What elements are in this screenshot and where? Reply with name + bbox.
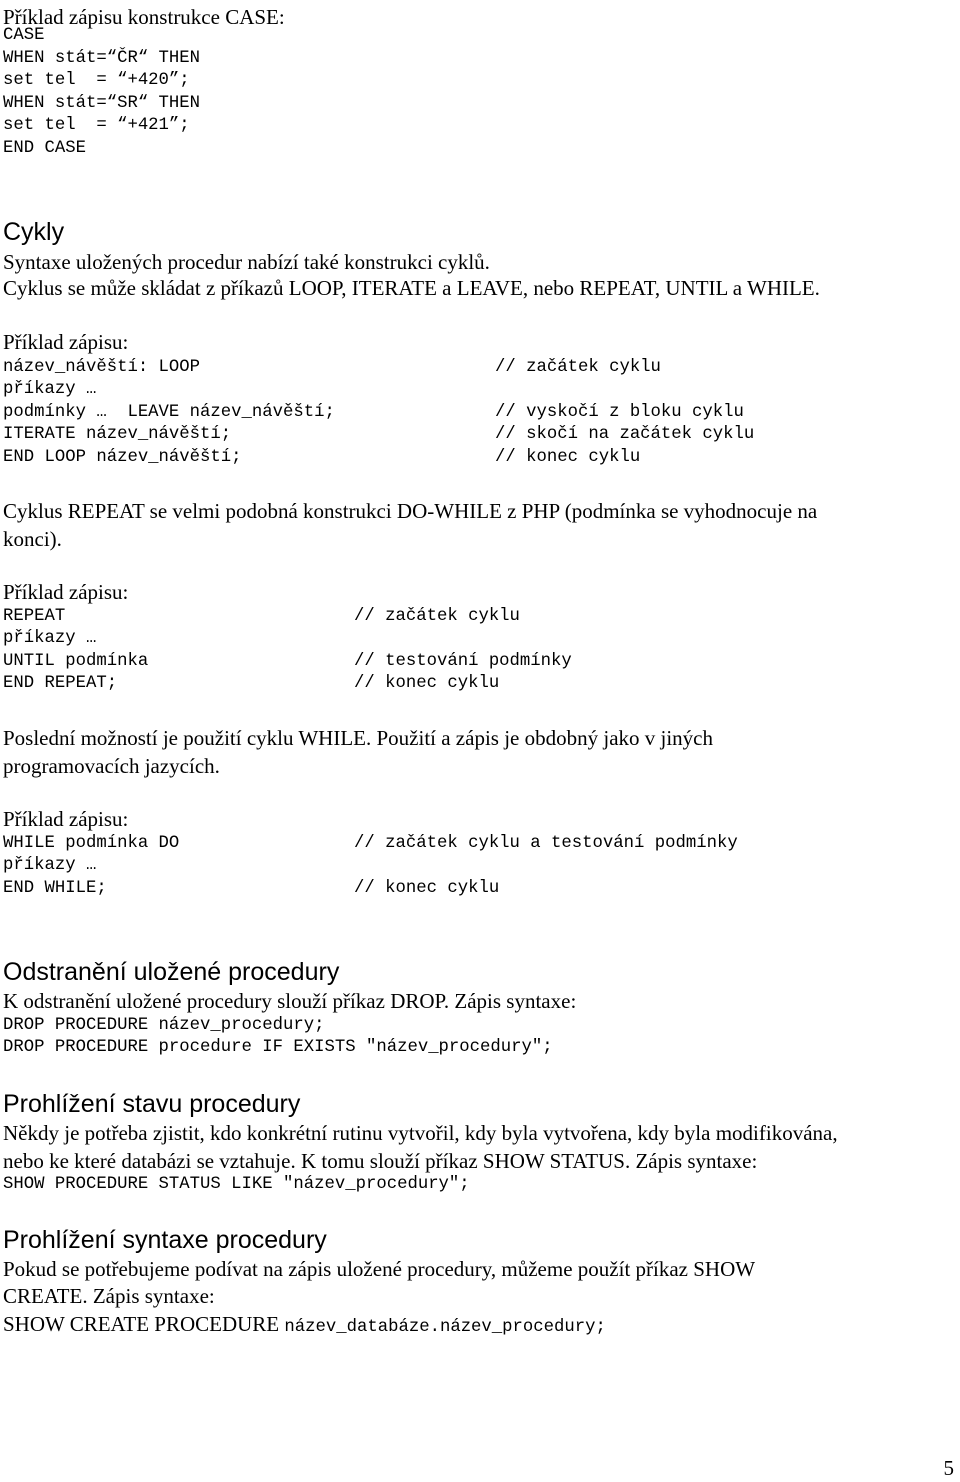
paragraph: CREATE. Zápis syntaxe: (3, 1284, 215, 1308)
code-line: WHEN stát=“SR“ THEN (3, 94, 201, 113)
syntax-line (3, 1310, 606, 1340)
page-number: 5 (943, 1456, 954, 1480)
code-line: DROP PROCEDURE název_procedury; (3, 1016, 325, 1035)
section-heading-status: Prohlížení stavu procedury (3, 1090, 301, 1118)
code-line: příkazy … (3, 629, 97, 648)
code-line: END LOOP název_návěští; (3, 448, 242, 467)
code-comment: // vyskočí z bloku cyklu (495, 403, 744, 422)
code-line: příkazy … (3, 856, 97, 875)
paragraph: Cyklus se může skládat z příkazů LOOP, ITERATE a LEAVE, nebo REPEAT, UNTIL a WHILE. (3, 276, 820, 300)
paragraph: Cyklus REPEAT se velmi podobná konstrukci DO-WHILE z PHP (podmínka se vyhodnocuje na (3, 499, 818, 523)
code-comment: // testování podmínky (354, 652, 572, 671)
code-line: podmínky … LEAVE název_návěští; (3, 403, 335, 422)
paragraph: Poslední možností je použití cyklu WHILE. Použití a zápis je obdobný jako v jiných (3, 726, 714, 750)
code-comment: // skočí na začátek cyklu (495, 425, 755, 444)
code-line: set tel = “+420”; (3, 71, 190, 90)
code-comment: // začátek cyklu (495, 358, 661, 377)
case-example-title: Příklad zápisu konstrukce CASE: (3, 5, 285, 29)
code-line: DROP PROCEDURE procedure IF EXISTS "název_procedury"; (3, 1038, 553, 1057)
code-line: REPEAT (3, 607, 66, 626)
example-label: Příklad zápisu: (3, 807, 129, 831)
code-line: WHILE podmínka DO (3, 834, 180, 853)
code-line: název_návěští: LOOP (3, 358, 201, 377)
section-heading-drop: Odstranění uložené procedury (3, 958, 340, 986)
example-label: Příklad zápisu: (3, 330, 129, 354)
paragraph: Syntaxe uložených procedur nabízí také konstrukci cyklů. (3, 250, 490, 274)
example-label: Příklad zápisu: (3, 580, 129, 604)
code-comment: // začátek cyklu a testování podmínky (354, 834, 738, 853)
code-line: END WHILE; (3, 879, 107, 898)
code-line: příkazy … (3, 380, 97, 399)
code-line: set tel = “+421”; (3, 116, 190, 135)
code-comment: // začátek cyklu (354, 607, 520, 626)
paragraph: nebo ke které databázi se vztahuje. K tomu slouží příkaz SHOW STATUS. Zápis syntaxe: (3, 1149, 758, 1173)
code-comment: // konec cyklu (354, 674, 500, 693)
section-heading-cycles: Cykly (3, 218, 65, 246)
paragraph: K odstranění uložené procedury slouží příkaz DROP. Zápis syntaxe: (3, 989, 577, 1013)
code-line: WHEN stát=“ČR“ THEN (3, 49, 201, 68)
code-comment: // konec cyklu (354, 879, 500, 898)
code-line: UNTIL podmínka (3, 652, 149, 671)
code-line: END REPEAT; (3, 674, 118, 693)
syntax-command: SHOW CREATE PROCEDURE (3, 1312, 285, 1336)
paragraph: Někdy je potřeba zjistit, kdo konkrétní rutinu vytvořil, kdy byla vytvořena, kdy byla modifikována, (3, 1121, 838, 1145)
code-line: SHOW PROCEDURE STATUS LIKE "název_procedury"; (3, 1175, 470, 1194)
paragraph: programovacích jazycích. (3, 754, 220, 778)
section-heading-syntax: Prohlížení syntaxe procedury (3, 1226, 327, 1254)
code-line: CASE (3, 26, 45, 45)
code-comment: // konec cyklu (495, 448, 641, 467)
paragraph: Pokud se potřebujeme podívat na zápis uložené procedury, můžeme použít příkaz SHOW (3, 1257, 756, 1281)
syntax-argument: název_databáze.název_procedury; (284, 1318, 606, 1337)
paragraph: konci). (3, 527, 62, 551)
code-line: END CASE (3, 139, 86, 158)
code-line: ITERATE název_návěští; (3, 425, 232, 444)
